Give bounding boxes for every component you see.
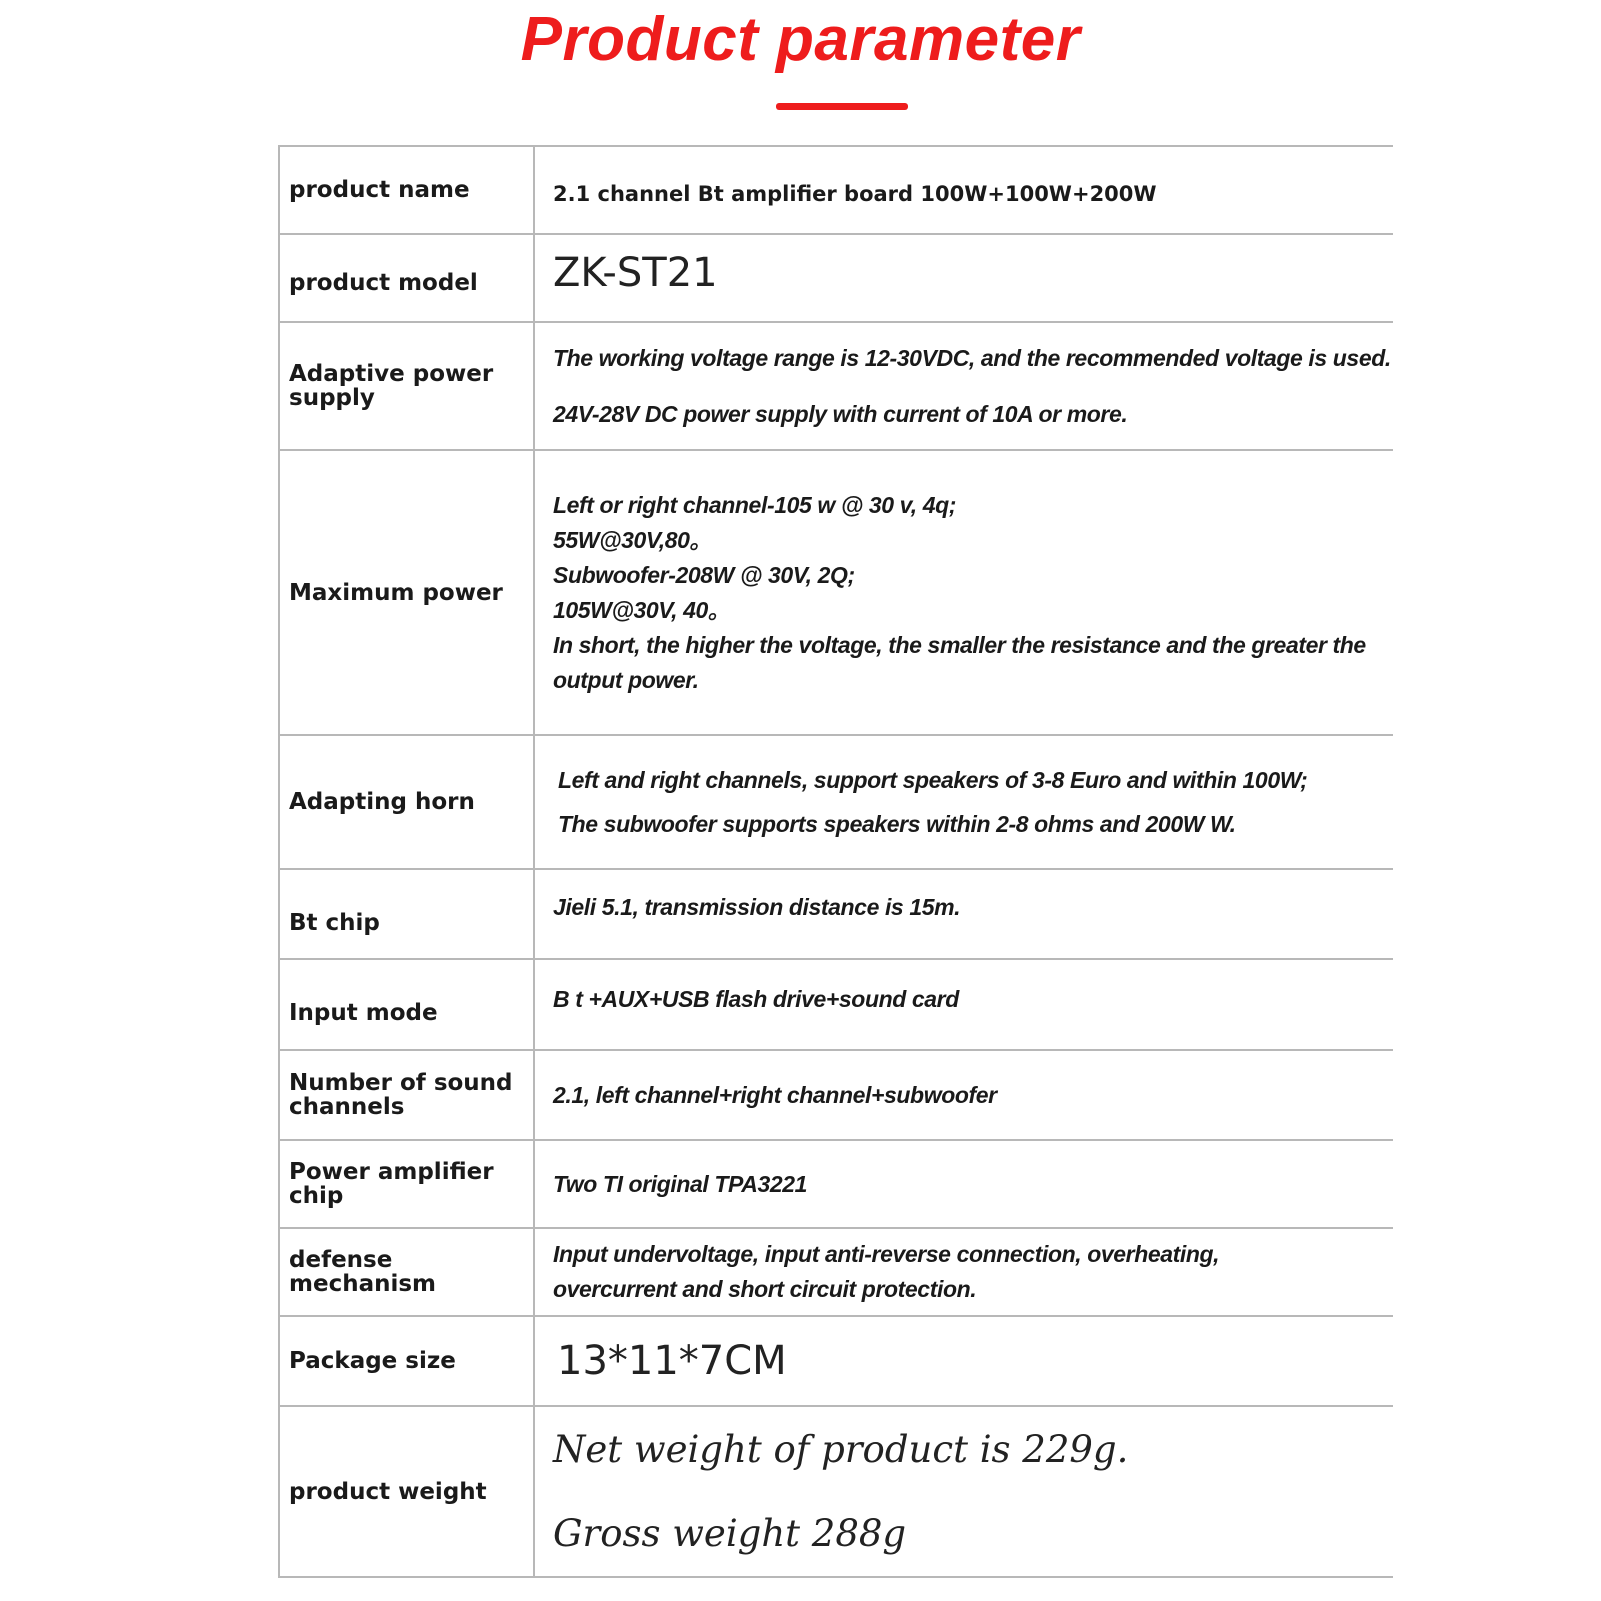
table-row xyxy=(279,1050,1393,1140)
row-value xyxy=(534,1316,1393,1406)
value-line: The subwoofer supports speakers within 2-8 ohms and 200W W. xyxy=(558,811,1236,837)
row-value xyxy=(534,959,1393,1050)
row-value xyxy=(534,146,1393,234)
row-label: Adaptive power supply xyxy=(279,322,534,450)
value-line: 105W@30V, 40。 xyxy=(553,596,731,623)
row-label: Adapting horn xyxy=(279,735,534,869)
page-title: Product parameter xyxy=(520,5,1081,74)
row-label: Number of sound channels xyxy=(279,1050,534,1140)
row-label: Package size xyxy=(279,1316,534,1406)
table-row xyxy=(279,146,1393,234)
value-line: 13*11*7CM xyxy=(557,1338,787,1384)
row-value xyxy=(534,1228,1393,1316)
value-line: Net weight of product is 229g. xyxy=(553,1427,1129,1471)
parameter-table xyxy=(278,145,1393,1578)
row-value xyxy=(534,1406,1393,1577)
table-row xyxy=(279,1316,1393,1406)
row-label: defense mechanism xyxy=(279,1228,534,1316)
row-label: product name xyxy=(279,146,534,234)
table-row xyxy=(279,869,1393,959)
table-row xyxy=(279,322,1393,450)
value-line: Input undervoltage, input anti-reverse connection, overheating, xyxy=(553,1241,1220,1267)
value-line: 55W@30V,80。 xyxy=(553,526,713,553)
value-line: B t +AUX+USB flash drive+sound card xyxy=(553,986,959,1012)
row-value xyxy=(534,322,1393,450)
value-line: Subwoofer-208W @ 30V, 2Q; xyxy=(553,561,855,588)
row-value xyxy=(534,869,1393,959)
table-row xyxy=(279,735,1393,869)
row-value xyxy=(534,450,1393,735)
value-line: The working voltage range is 12-30VDC, and the recommended voltage is used. xyxy=(553,345,1391,371)
row-label: Maximum power xyxy=(279,450,534,735)
row-value xyxy=(534,234,1393,322)
table-row xyxy=(279,234,1393,322)
row-value xyxy=(534,735,1393,869)
table-row xyxy=(279,1228,1393,1316)
row-label: Power amplifier chip xyxy=(279,1140,534,1228)
table-row xyxy=(279,450,1393,735)
value-line: In short, the higher the voltage, the smaller the resistance and the greater the xyxy=(553,631,1366,658)
row-label: product model xyxy=(279,234,534,322)
table-row xyxy=(279,959,1393,1050)
row-value xyxy=(534,1050,1393,1140)
value-line: 24V-28V DC power supply with current of 10A or more. xyxy=(553,401,1128,427)
value-line: Gross weight 288g xyxy=(553,1511,907,1555)
table-row xyxy=(279,1140,1393,1228)
value-line: Jieli 5.1, transmission distance is 15m. xyxy=(553,893,961,920)
value-line: overcurrent and short circuit protection. xyxy=(553,1276,977,1302)
table-row xyxy=(279,1406,1393,1577)
row-label: Input mode xyxy=(279,959,534,1050)
value-line: 2.1, left channel+right channel+subwoofer xyxy=(553,1081,997,1108)
value-line: ZK-ST21 xyxy=(553,250,718,296)
value-line: Left and right channels, support speakers of 3-8 Euro and within 100W; xyxy=(558,767,1308,793)
title-underline xyxy=(776,103,908,110)
value-line: 2.1 channel Bt amplifier board 100W+100W+200W xyxy=(553,182,1157,206)
value-line: Left or right channel-105 w @ 30 v, 4q; xyxy=(553,491,957,518)
value-line: Two TI original TPA3221 xyxy=(553,1170,808,1197)
row-label: Bt chip xyxy=(279,869,534,959)
row-label: product weight xyxy=(279,1406,534,1577)
value-line: output power. xyxy=(553,666,699,693)
row-value xyxy=(534,1140,1393,1228)
